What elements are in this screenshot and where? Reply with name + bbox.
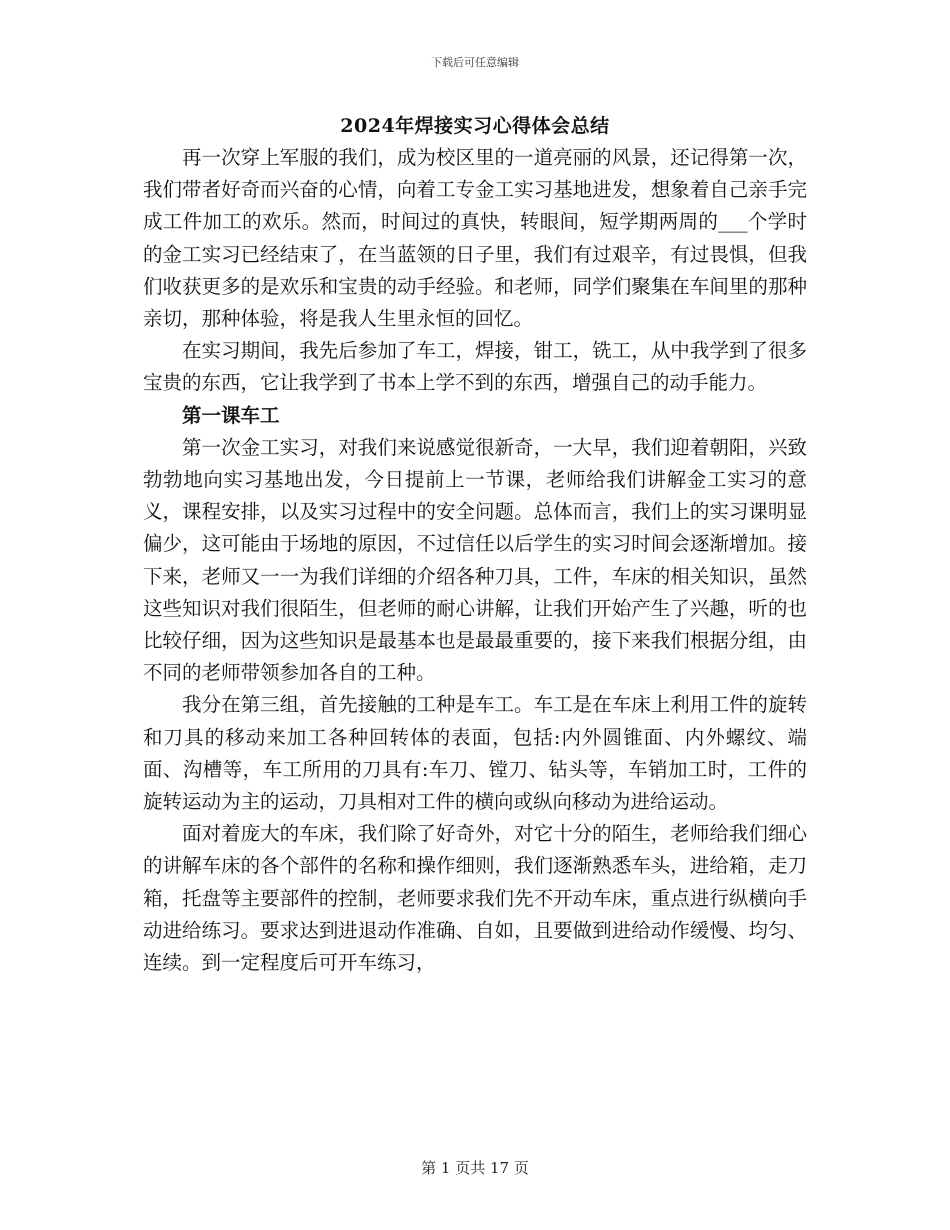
- paragraph-lathe-practice: 面对着庞大的车床，我们除了好奇外，对它十分的陌生，老师给我们细心的讲解车床的各个部件的名称和操作细则，我们逐渐熟悉车头，进给箱，走刀箱，托盘等主要部件的控制，老师要求我们先不开动车床，重点进行纵横向手动进给练习。要求达到进退动作准确、自如，且要做到进给动作缓慢、均匀、连续。到一定程度后可开车练习，: [143, 822, 807, 975]
- paragraph-lathe-intro: 我分在第三组，首先接触的工种是车工。车工是在车床上利用工件的旋转和刀具的移动来加工各种回转体的表面，包括:内外圆锥面、内外螺纹、端面、沟槽等，车工所用的刀具有:车刀、镗刀、钻头等，车销加工时，工件的旋转运动为主的运动，刀具相对工件的横向或纵向移动为进给运动。: [143, 693, 807, 814]
- section-heading-lathe: 第一课车工: [182, 403, 280, 427]
- paragraph-first-class: 第一次金工实习，对我们来说感觉很新奇，一大早，我们迎着朝阳，兴致勃勃地向实习基地出发，今日提前上一节课，老师给我们讲解金工实习的意义，课程安排，以及实习过程中的安全问题。总体而言，我们上的实习课明显偏少，这可能由于场地的原因，不过信任以后学生的实习时间会逐渐增加。接下来，老师又一一为我们详细的介绍各种刀具，工件，车床的相关知识，虽然这些知识对我们很陌生，但老师的耐心讲解，让我们开始产生了兴趣，听的也比较仔细，因为这些知识是最基本也是最最重要的，接下来我们根据分组，由不同的老师带领参加各自的工种。: [143, 435, 807, 685]
- page-footer: 第 1 页共 17 页: [421, 1159, 529, 1177]
- document-title: 2024年焊接实习心得体会总结: [340, 115, 610, 137]
- document-body: [143, 142, 807, 979]
- paragraph-intro: 再一次穿上军服的我们，成为校区里的一道亮丽的风景，还记得第一次，我们带者好奇而兴奋的心情，向着工专金工实习基地进发，想象着自己亲手完成工件加工的欢乐。然而，时间过的真快，转眼间，短学期两周的___个学时的金工实习已经结束了，在当蓝领的日子里，我们有过艰辛，有过畏惧，但我们收获更多的是欢乐和宝贵的动手经验。和老师，同学们聚集在车间里的那种亲切，那种体验，将是我人生里永恒的回忆。: [143, 146, 807, 331]
- header-note: 下载后可任意编辑: [431, 56, 519, 69]
- paragraph-overview: 在实习期间，我先后参加了车工，焊接，钳工，铣工，从中我学到了很多宝贵的东西，它让我学到了书本上学不到的东西，增强自己的动手能力。: [143, 339, 807, 395]
